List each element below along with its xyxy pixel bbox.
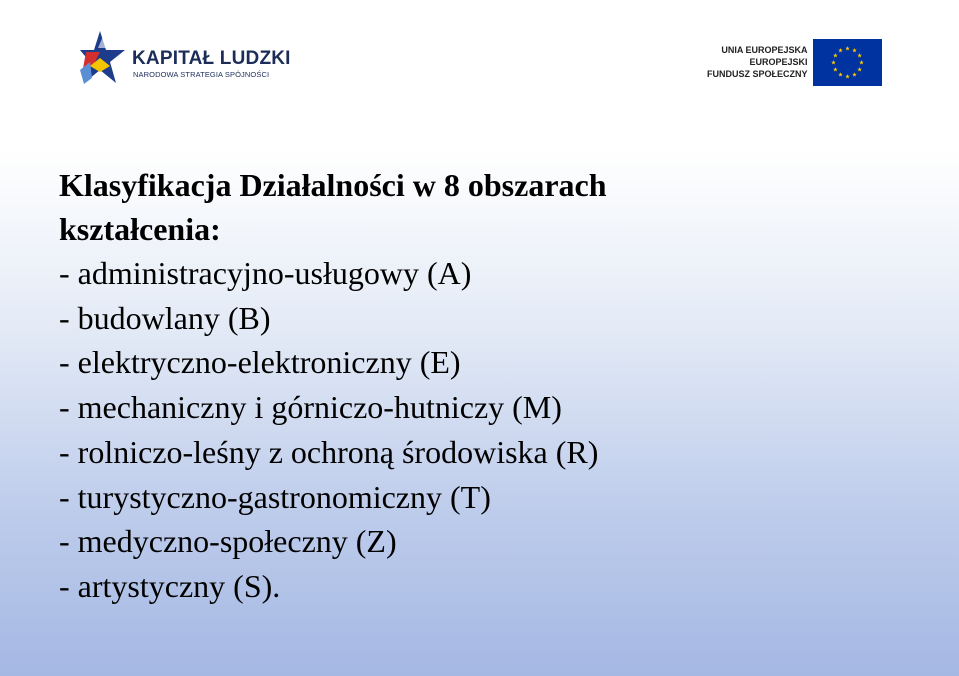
list-item: - rolniczo-leśny z ochroną środowiska (R): [59, 433, 599, 470]
eu-logo-line-3: FUNDUSZ SPOŁECZNY: [707, 69, 808, 79]
list-item: - budowlany (B): [59, 299, 271, 336]
eu-flag-icon: [813, 39, 882, 86]
list-item: - administracyjno-usługowy (A): [59, 255, 472, 291]
list-item: - medyczno-społeczny (Z): [59, 523, 397, 560]
eu-logo: [692, 22, 896, 100]
list-item: - artystyczny (S).: [59, 567, 281, 604]
kapital-ludzki-logo: [50, 0, 304, 122]
page-title-line-1: Klasyfikacja Działalności w 8 obszarach: [59, 167, 607, 203]
eu-logo-text: [707, 44, 808, 80]
education-areas-list: [59, 251, 919, 609]
main-content: [59, 163, 919, 609]
list-item: - turystyczno-gastronomiczny (T): [59, 478, 491, 515]
list-item: - elektryczno-elektroniczny (E): [59, 344, 461, 381]
kapital-ludzki-title: KAPITAŁ LUDZKI: [132, 48, 291, 69]
kapital-ludzki-star-icon: [80, 28, 130, 90]
eu-logo-line-1: UNIA EUROPEJSKA: [721, 45, 808, 55]
kapital-ludzki-subtitle: NARODOWA STRATEGIA SPÓJNOŚCI: [133, 70, 270, 79]
eu-logo-line-2: EUROPEJSKI: [749, 57, 808, 67]
page-title-line-2: kształcenia:: [59, 211, 221, 247]
list-item: - mechaniczny i górniczo-hutniczy (M): [59, 389, 562, 426]
page-title: [59, 163, 919, 251]
